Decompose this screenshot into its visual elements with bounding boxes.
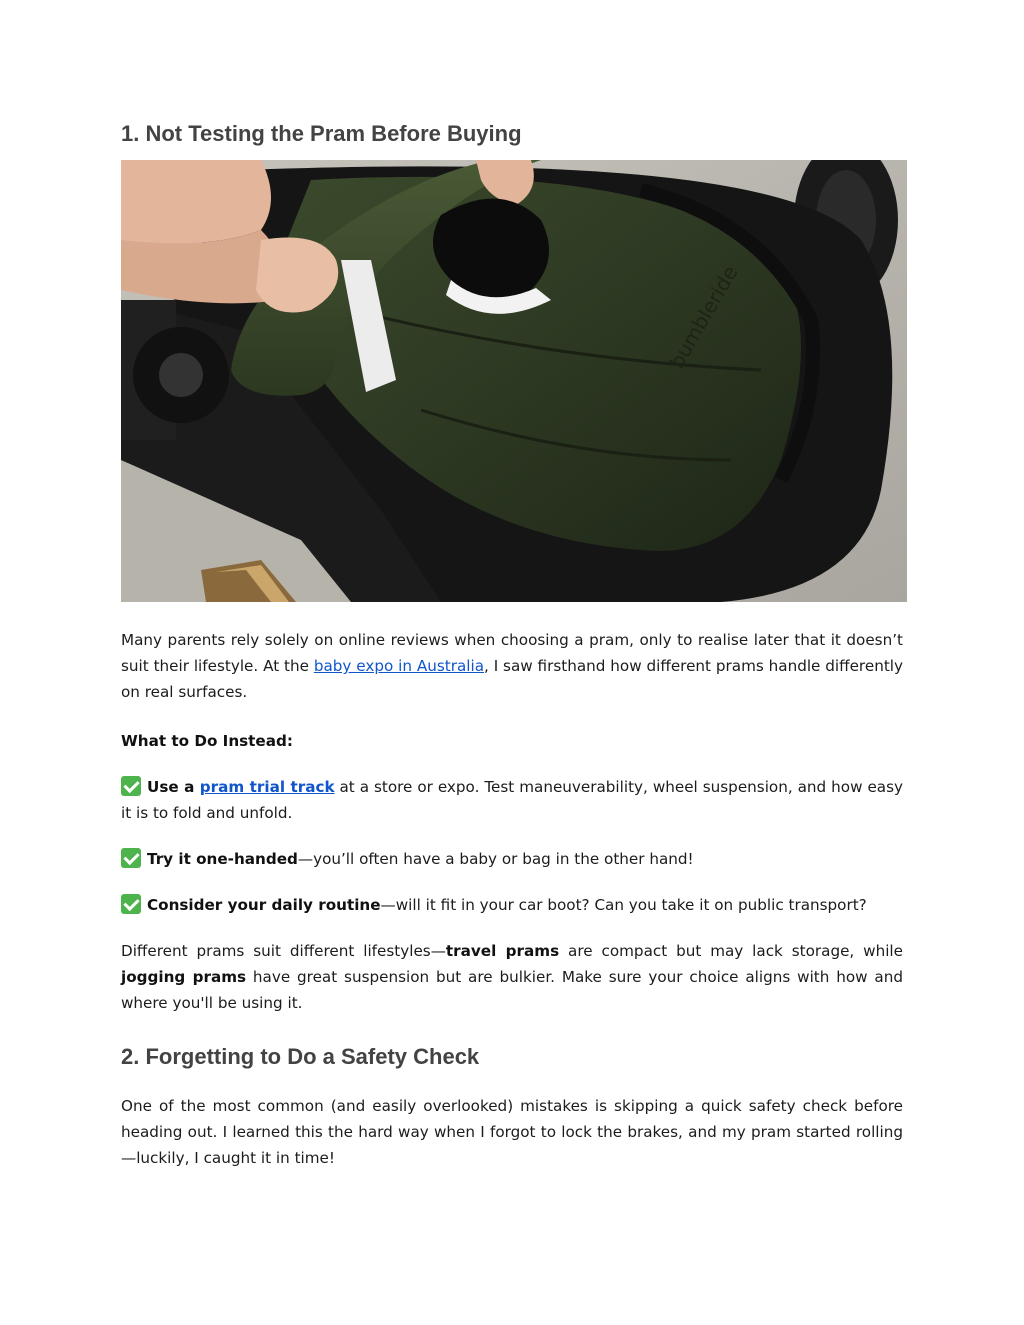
tip-item bbox=[121, 774, 903, 826]
pram-illustration bbox=[121, 160, 907, 602]
jogging-prams-term: jogging prams bbox=[121, 968, 247, 986]
lifestyles-text: have great suspension but are bulkier. Make sure your choice aligns with how and where you'll be using it. bbox=[121, 968, 903, 1012]
section-heading: 1. Not Testing the Pram Before Buying bbox=[121, 121, 522, 146]
lifestyles-text: are compact but may lack storage, while bbox=[559, 942, 903, 960]
tip-text: —will it fit in your car boot? Can you take it on public transport? bbox=[380, 896, 867, 914]
check-mark-icon bbox=[121, 848, 141, 868]
brand-logo-text: bumbleride bbox=[664, 261, 743, 373]
safety-paragraph: One of the most common (and easily overlooked) mistakes is skipping a quick safety check before heading out. I learned this the hard way when I forgot to lock the brakes, and my pram started rolling—luckily, I caught it in time! bbox=[121, 1097, 903, 1167]
tip-text: at a store or expo. Test maneuverability, wheel suspension, and how easy it is to fold and unfold. bbox=[121, 778, 904, 822]
what-to-do-text: What to Do Instead: bbox=[121, 732, 293, 750]
tip-bold: Try it one-handed bbox=[147, 850, 298, 868]
what-to-do-label bbox=[121, 728, 903, 754]
tip-bold: Consider your daily routine bbox=[147, 896, 381, 914]
tip-item bbox=[121, 846, 903, 872]
lifestyles-text: Different prams suit different lifestyles— bbox=[121, 942, 446, 960]
check-mark-icon bbox=[121, 776, 141, 796]
baby-expo-link[interactable]: baby expo in Australia bbox=[313, 657, 485, 675]
pram-photo bbox=[121, 160, 907, 602]
tip-text: —you’ll often have a baby or bag in the other hand! bbox=[297, 850, 694, 868]
pram-trial-track-link[interactable]: pram trial track bbox=[199, 778, 335, 796]
tip-bold-prefix: Use a bbox=[147, 778, 200, 796]
intro-paragraph bbox=[121, 627, 903, 705]
intro-text: Many parents rely solely on online reviews when choosing a pram, only to realise later that it doesn’t suit their lifestyle. At the bbox=[121, 631, 903, 675]
intro-text-end: , I saw firsthand how different prams handle differently on real surfaces. bbox=[121, 657, 903, 701]
check-mark-icon bbox=[121, 894, 141, 914]
tip-item bbox=[121, 892, 903, 918]
lifestyles-paragraph bbox=[121, 938, 903, 1016]
travel-prams-term: travel prams bbox=[445, 942, 560, 960]
section-heading: 2. Forgetting to Do a Safety Check bbox=[121, 1044, 480, 1069]
